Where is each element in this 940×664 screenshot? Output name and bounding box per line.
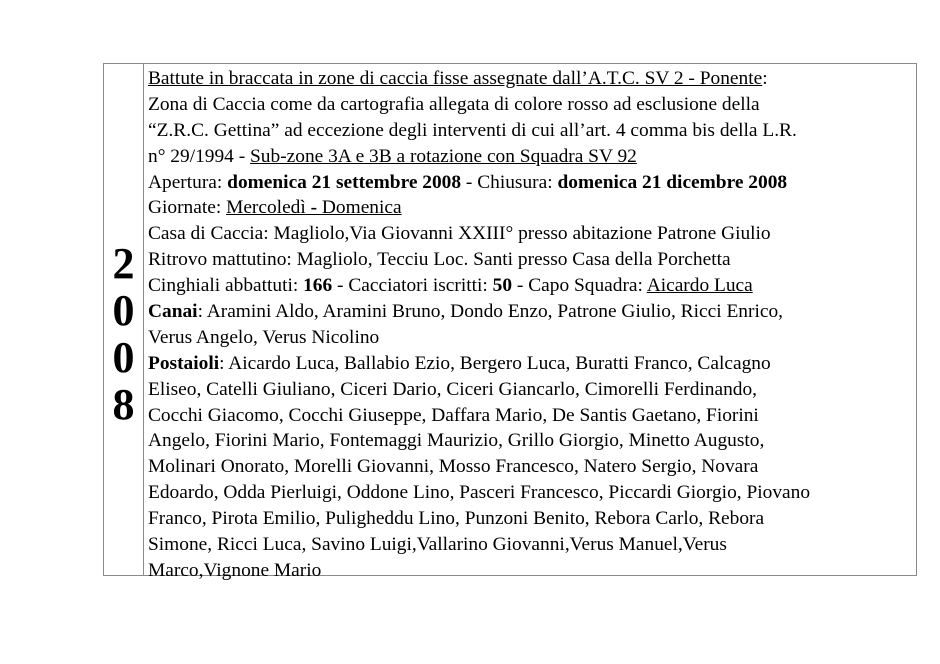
year-cell — [104, 64, 144, 575]
capo-squadra-value: Aicardo Luca — [646, 275, 753, 297]
giornate-day-1: Mercoledì — [226, 197, 306, 219]
hunting-record-table — [103, 63, 917, 581]
postaioli-line: Angelo, Fiorini Mario, Fontemaggi Maurizio, Grillo Giorgio, Minetto Augusto, — [148, 430, 765, 452]
postaioli-line: Franco, Pirota Emilio, Puligheddu Lino, Punzoni Benito, Rebora Carlo, Rebora — [148, 508, 765, 530]
year-digit: 2 — [112, 238, 135, 288]
year-digit: 0 — [112, 332, 135, 382]
intro-line-2: Zona di Caccia come da cartografia allegata di colore rosso ad esclusione della — [148, 93, 760, 115]
law-reference: n° 29/1994 - — [148, 145, 251, 167]
year-digit: 8 — [112, 379, 135, 429]
canai-label: Canai — [148, 301, 198, 323]
giornate-line — [148, 195, 914, 221]
postaioli-label: Postaioli — [148, 352, 220, 374]
apertura-value: domenica 21 settembre 2008 — [227, 171, 462, 193]
postaioli-line-1 — [148, 351, 914, 377]
cacciatori-label: - Cacciatori iscritti: — [332, 275, 493, 297]
postaioli-line: Marco,Vignone Mario — [148, 559, 322, 581]
giornate-day-2: Domenica — [321, 197, 402, 219]
canai-line-2: Verus Angelo, Verus Nicolino — [148, 326, 380, 348]
postaioli-line: Molinari Onorato, Morelli Giovanni, Mosso Francesco, Natero Sergio, Novara — [148, 456, 759, 478]
apertura-label: Apertura: — [148, 171, 228, 193]
intro-title-colon: : — [762, 68, 768, 89]
giornate-label: Giornate: — [148, 197, 227, 219]
stats-line — [148, 273, 914, 299]
postaioli-line: Edoardo, Odda Pierluigi, Oddone Lino, Pasceri Francesco, Piccardi Giorgio, Piovano — [148, 482, 811, 504]
intro-title: Battute in braccata in zone di caccia fisse assegnate dall’A.T.C. SV 2 - Ponente — [148, 68, 763, 89]
cinghiali-label: Cinghiali abbattuti: — [148, 275, 304, 297]
capo-squadra-label: - Capo Squadra: — [512, 275, 647, 297]
postaioli-line: Eliseo, Catelli Giuliano, Ciceri Dario, Ciceri Giancarlo, Cimorelli Ferdinando, — [148, 378, 758, 400]
postaioli-names-1: : Aicardo Luca, Ballabio Ezio, Bergero Luca, Buratti Franco, Calcagno — [219, 352, 771, 374]
canai-line-1 — [148, 299, 914, 325]
season-line — [148, 170, 914, 196]
chiusura-label: - Chiusura: — [461, 171, 558, 193]
giornate-dash: - — [305, 197, 322, 219]
chiusura-value: domenica 21 dicembre 2008 — [557, 171, 788, 193]
cinghiali-value: 166 — [303, 275, 333, 297]
ritrovo-line: Ritrovo mattutino: Magliolo, Tecciu Loc. Santi presso Casa della Porchetta — [148, 249, 731, 271]
postaioli-line: Simone, Ricci Luca, Savino Luigi,Vallarino Giovanni,Verus Manuel,Verus — [148, 534, 727, 556]
sub-zone-text: Sub-zone 3A e 3B a rotazione con Squadra SV 92 — [250, 145, 637, 167]
year-digit: 0 — [112, 285, 135, 335]
canai-names-1: : Aramini Aldo, Aramini Bruno, Dondo Enzo, Patrone Giulio, Ricci Enrico, — [197, 301, 783, 323]
cacciatori-value: 50 — [492, 275, 513, 297]
intro-line-3: “Z.R.C. Gettina” ad eccezione degli interventi di cui all’art. 4 comma bis della L.R. — [148, 119, 797, 141]
postaioli-line: Cocchi Giacomo, Cocchi Giuseppe, Daffara Mario, De Santis Gaetano, Fiorini — [148, 404, 759, 426]
intro-line-4 — [148, 144, 914, 170]
intro-title-line — [148, 66, 914, 92]
casa-di-caccia-line: Casa di Caccia: Magliolo,Via Giovanni XXIII° presso abitazione Patrone Giulio — [148, 223, 771, 245]
record-content — [144, 64, 916, 581]
